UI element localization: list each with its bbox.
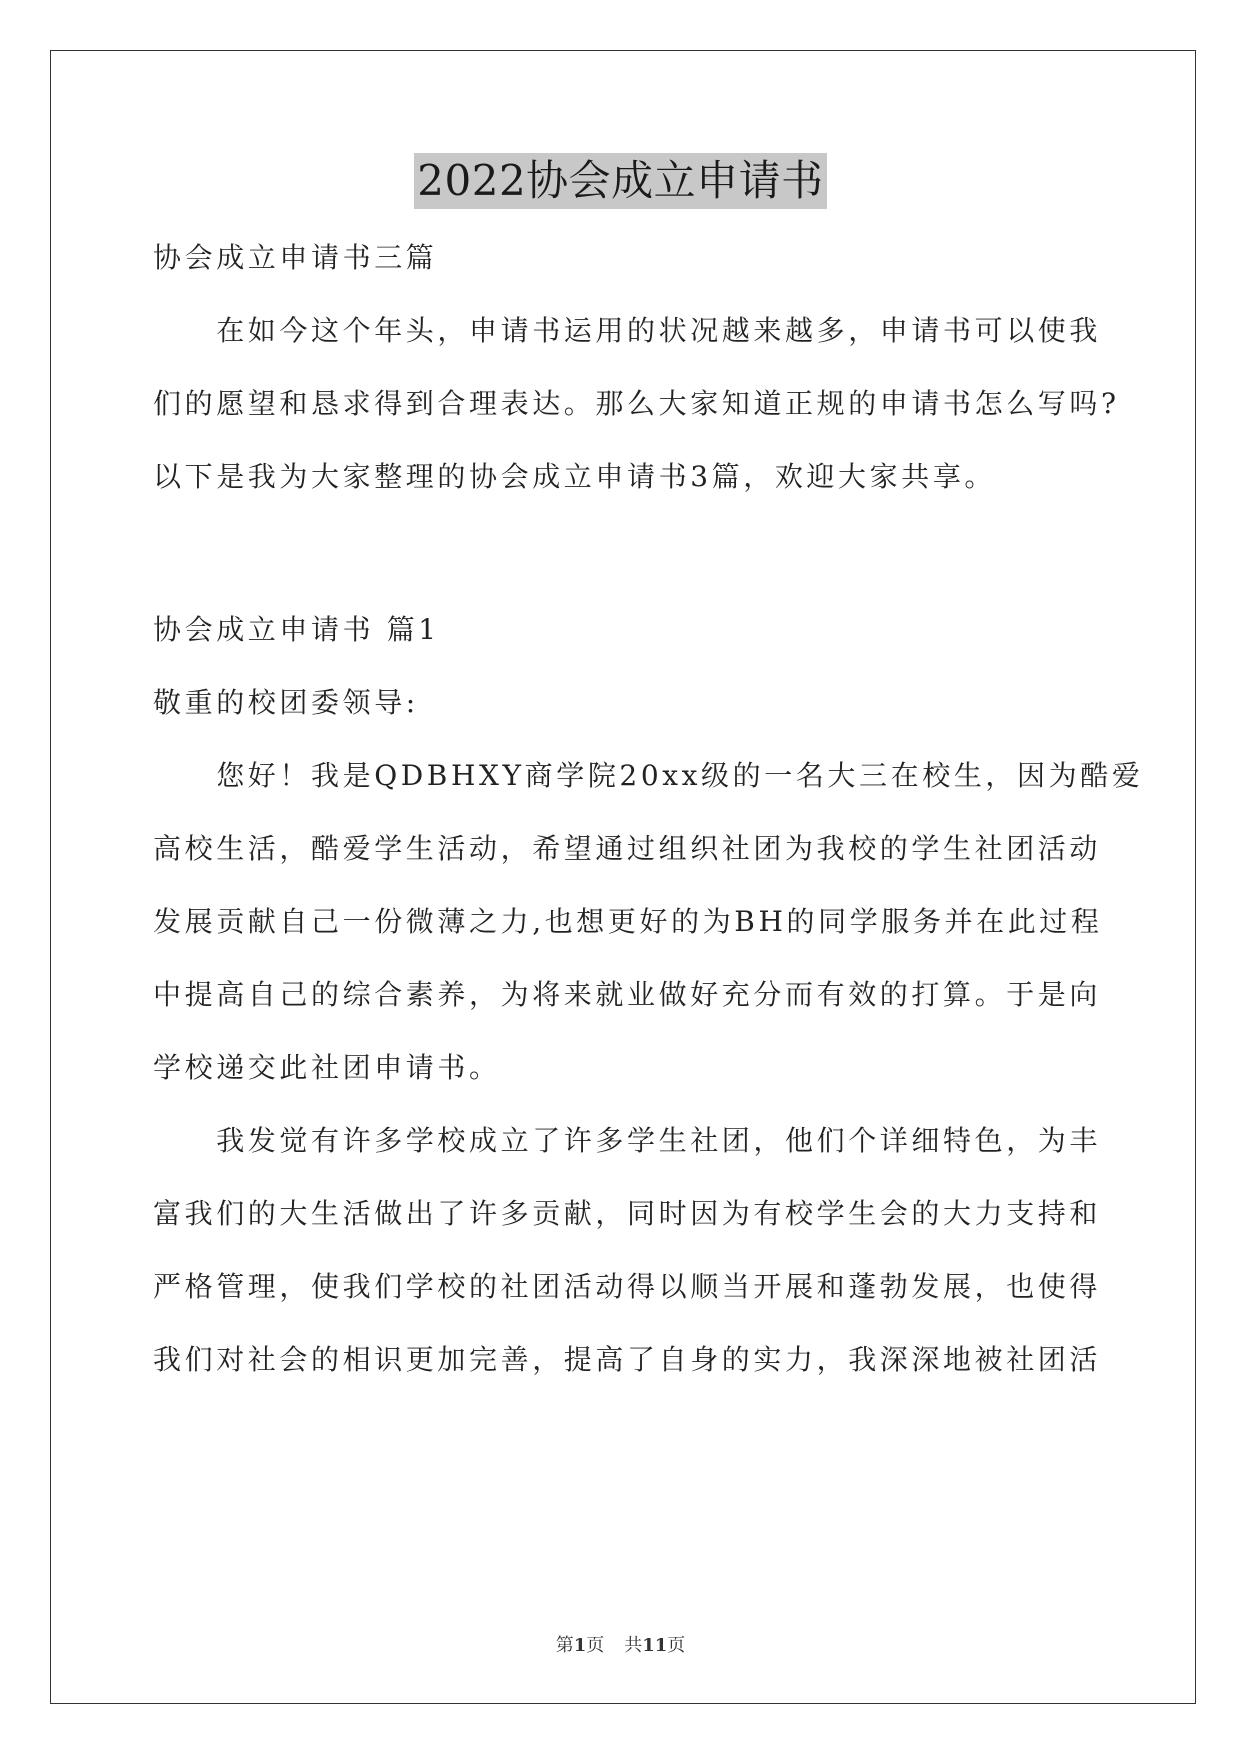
body-line: 您好！我是QDBHXY商学院20xx级的一名大三在校生，因为酷爱 — [153, 759, 1144, 792]
page-footer — [0, 1634, 1241, 1658]
page-number: 1 — [573, 1635, 587, 1656]
salutation-line: 敬重的校团委领导: — [153, 686, 419, 719]
page-suffix: 页 — [586, 1635, 605, 1656]
section-heading: 协会成立申请书 篇1 — [153, 613, 440, 646]
total-prefix: 共 — [624, 1635, 643, 1656]
page-prefix: 第 — [555, 1635, 574, 1656]
body-line: 高校生活，酷爱学生活动，希望通过组织社团为我校的学生社团活动 — [153, 832, 1102, 865]
subtitle-line: 协会成立申请书三篇 — [153, 241, 438, 274]
body-line: 们的愿望和恳求得到合理表达。那么大家知道正规的申请书怎么写吗? — [153, 387, 1120, 420]
body-line: 富我们的大生活做出了许多贡献，同时因为有校学生会的大力支持和 — [153, 1197, 1102, 1230]
page-border — [50, 50, 1196, 1704]
body-line: 中提高自己的综合素养，为将来就业做好充分而有效的打算。于是向 — [153, 978, 1102, 1011]
body-line: 我发觉有许多学校成立了许多学生社团，他们个详细特色，为丰 — [153, 1124, 1102, 1157]
document-title: 2022协会成立申请书 — [414, 153, 826, 209]
body-line: 在如今这个年头，申请书运用的状况越来越多，申请书可以使我 — [153, 314, 1102, 347]
body-line: 学校递交此社团申请书。 — [153, 1051, 501, 1084]
body-line: 严格管理，使我们学校的社团活动得以顺当开展和蓬勃发展，也使得 — [153, 1270, 1102, 1303]
total-pages: 11 — [642, 1635, 668, 1656]
body-line: 以下是我为大家整理的协会成立申请书3篇，欢迎大家共享。 — [153, 460, 997, 493]
total-suffix: 页 — [667, 1635, 686, 1656]
body-line: 我们对社会的相识更加完善，提高了自身的实力，我深深地被社团活 — [153, 1343, 1102, 1376]
title-container — [0, 153, 1241, 209]
body-line: 发展贡献自己一份微薄之力,也想更好的为BH的同学服务并在此过程 — [153, 905, 1103, 938]
